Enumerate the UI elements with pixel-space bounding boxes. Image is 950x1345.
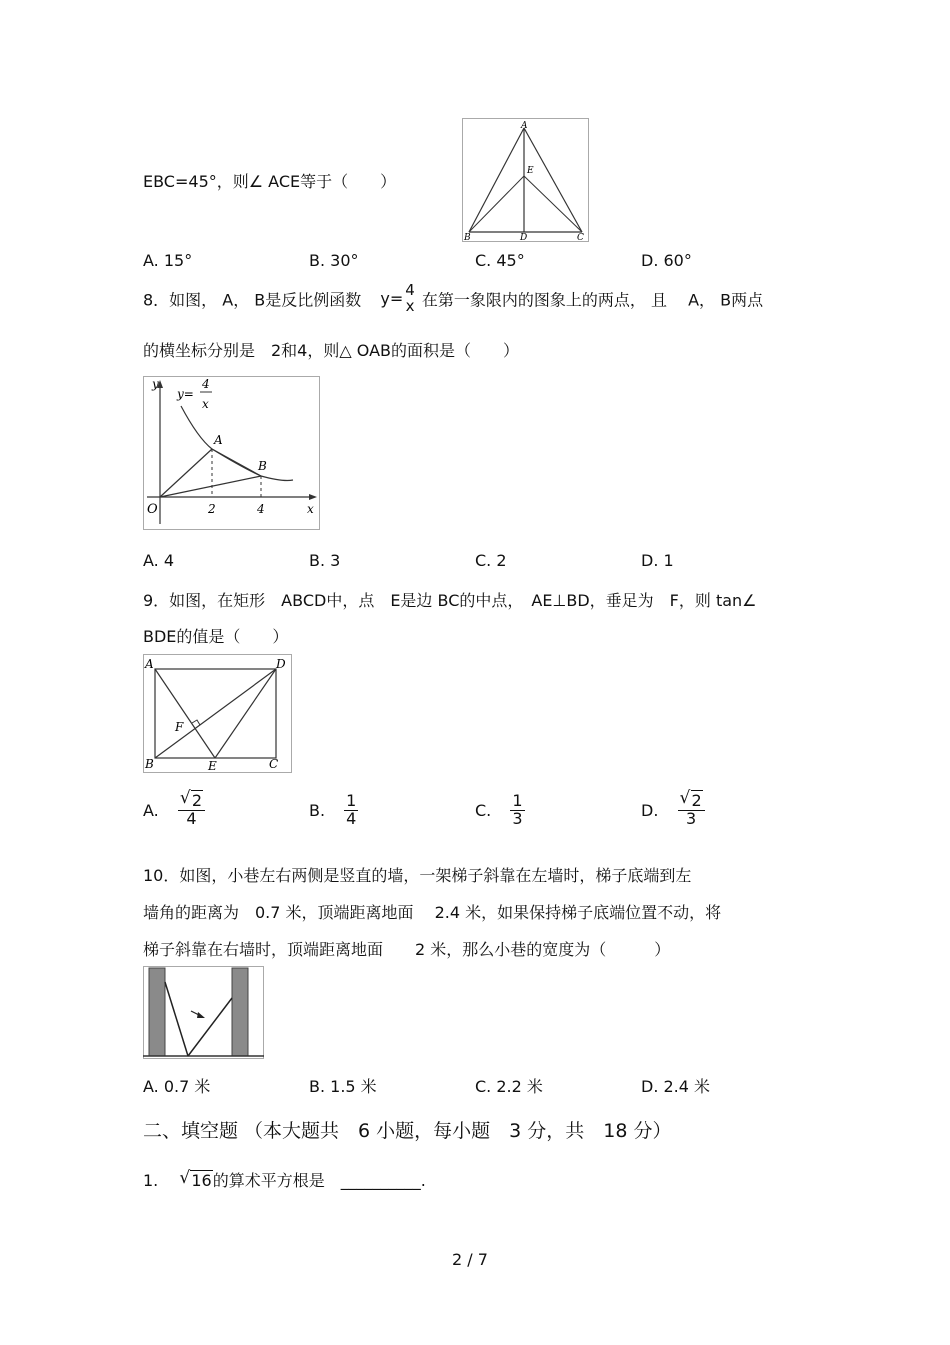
q10-arrow-head	[197, 1012, 205, 1018]
q7-line-ce	[524, 176, 582, 232]
sqrt-icon: √	[679, 788, 691, 808]
q7-label-d: D	[520, 233, 528, 243]
q10-line2: 墙角的距离为 0.7 米，顶端距离地面 2.4 米，如果保持梯子底端位置不动，将	[143, 903, 722, 922]
q10-line3: 梯子斜靠在右墙时，顶端距离地面 2 米，那么小巷的宽度为（ ）	[143, 940, 671, 959]
q8-line2: 的横坐标分别是 2和4，则△ OAB的面积是（ ）	[143, 341, 519, 360]
q9-option-b-num: 1	[346, 791, 357, 810]
q8-function	[380, 281, 422, 315]
q8-label-2: 2	[208, 502, 216, 516]
q9-line2: BDE的值是（ ）	[143, 627, 289, 646]
q7-line-be	[469, 176, 524, 232]
q8-option-c: C. 2	[475, 551, 507, 570]
q8-label-func-num: 4	[202, 377, 210, 391]
q8-option-d: D. 1	[641, 551, 674, 570]
q8-func-den: x	[405, 296, 415, 315]
q9-option-b	[309, 793, 358, 828]
q9-label-c: C	[269, 757, 279, 771]
q9-label-a: A	[145, 657, 154, 671]
q7-line-ab	[469, 128, 524, 232]
q9-option-a-letter: A.	[143, 800, 159, 820]
q9-option-a-num	[178, 788, 205, 811]
q7-figure-frame	[463, 119, 589, 242]
q8-line1	[143, 283, 763, 315]
q9-option-d-sqrt	[679, 788, 703, 810]
q9-label-b: B	[145, 757, 154, 771]
q9-option-b-den: 4	[346, 808, 357, 828]
q8-line-ab	[212, 449, 261, 476]
q10-right-wall	[232, 968, 248, 1056]
q7-label-c: C	[577, 233, 584, 243]
q10-option-d: D. 2.4 米	[641, 1077, 711, 1096]
q7-option-c: C. 45°	[475, 251, 525, 270]
q9-label-d: D	[276, 657, 286, 671]
q8-option-b: B. 3	[309, 551, 341, 570]
q10-left-wall	[149, 968, 165, 1056]
sqrt-icon: √	[179, 1168, 191, 1188]
q7-label-a: A	[521, 121, 528, 131]
q9-option-c-num: 1	[512, 791, 523, 810]
q9-option-d-rad: 2	[691, 791, 702, 810]
q7-label-b: B	[464, 233, 471, 243]
q9-figure	[143, 654, 293, 774]
q9-option-d-letter: D.	[641, 800, 659, 820]
q8-label-func-lhs: y=	[177, 387, 194, 401]
q9-option-d-num	[678, 788, 705, 811]
fill1-question	[143, 1168, 426, 1191]
q9-line-bd	[155, 669, 276, 758]
q9-label-f: F	[175, 720, 184, 734]
q9-option-a-frac	[178, 788, 205, 828]
q9-option-d	[641, 788, 705, 828]
q8-figure	[143, 376, 321, 531]
q7-option-d: D. 60°	[641, 251, 692, 270]
q8-func-y: y=	[380, 289, 404, 309]
q10-option-c: C. 2.2 米	[475, 1077, 543, 1096]
q9-option-d-den: 3	[686, 808, 697, 828]
q8-func-frac	[403, 283, 417, 315]
q9-right-angle	[192, 720, 200, 725]
q9-option-a-den: 4	[186, 808, 197, 828]
q9-option-a	[143, 788, 205, 828]
sqrt-icon: √	[179, 788, 191, 808]
q10-option-a: A. 0.7 米	[143, 1077, 211, 1096]
q8-label-o: O	[147, 502, 158, 517]
q10-figure	[143, 966, 265, 1060]
q8-label-a: A	[214, 433, 223, 447]
q10-ladder-right	[188, 998, 232, 1056]
q9-option-c-den: 3	[512, 808, 523, 828]
q8-label-func-den: x	[202, 397, 209, 411]
q8-line1-a: 8．如图， A， B是反比例函数	[143, 290, 362, 310]
q9-option-c	[475, 793, 525, 828]
q10-option-b: B. 1.5 米	[309, 1077, 377, 1096]
q8-line1-b: 在第一象限内的图象上的两点， 且 A， B两点	[421, 290, 764, 310]
q8-x-arrow	[309, 494, 317, 500]
q9-option-b-frac	[344, 793, 358, 828]
q8-curve	[181, 406, 293, 481]
fill1-text: 的算术平方根是 __________.	[212, 1171, 426, 1190]
q8-line-oa	[160, 449, 212, 497]
q7-line-ac	[524, 128, 582, 232]
q9-line1: 9．如图，在矩形 ABCD中，点 E是边 BC的中点， AE⊥BD，垂足为 F，则 tan∠	[143, 591, 757, 610]
q9-line-de	[215, 669, 276, 758]
q7-figure	[462, 118, 590, 244]
q8-label-4: 4	[257, 502, 265, 516]
q8-label-b: B	[258, 459, 267, 473]
q8-line-ob	[160, 476, 261, 497]
q10-ladder-left	[165, 982, 188, 1056]
q8-figure-frame	[144, 377, 320, 530]
q7-label-e: E	[527, 166, 534, 176]
q9-option-b-letter: B.	[309, 800, 326, 820]
fill1-rad: 16	[191, 1171, 212, 1190]
page-number: 2 / 7	[452, 1250, 488, 1269]
section2-heading: 二、填空题 （本大题共 6 小题，每小题 3 分，共 18 分）	[143, 1120, 672, 1142]
q7-option-b: B. 30°	[309, 251, 359, 270]
q9-option-d-frac	[678, 788, 705, 828]
q9-option-a-sqrt	[179, 788, 203, 810]
q10-line1: 10．如图，小巷左右两侧是竖直的墙，一架梯子斜靠在左墙时，梯子底端到左	[143, 866, 692, 885]
q9-line-ae	[155, 669, 215, 758]
q8-option-a: A. 4	[143, 551, 175, 570]
q8-label-y: y	[152, 377, 159, 391]
q9-option-c-letter: C.	[475, 800, 492, 820]
q8-label-x: x	[307, 502, 314, 516]
q7-option-a: A. 15°	[143, 251, 193, 270]
q7-stem-tail: EBC=45°，则∠ ACE等于（ ）	[143, 172, 397, 191]
q9-option-a-rad: 2	[191, 791, 203, 810]
fill1-prefix: 1.	[143, 1171, 159, 1190]
fill1-sqrt	[179, 1168, 212, 1190]
q9-option-c-frac	[510, 793, 524, 828]
q8-func-num: 4	[405, 281, 415, 299]
q9-label-e: E	[208, 759, 217, 773]
